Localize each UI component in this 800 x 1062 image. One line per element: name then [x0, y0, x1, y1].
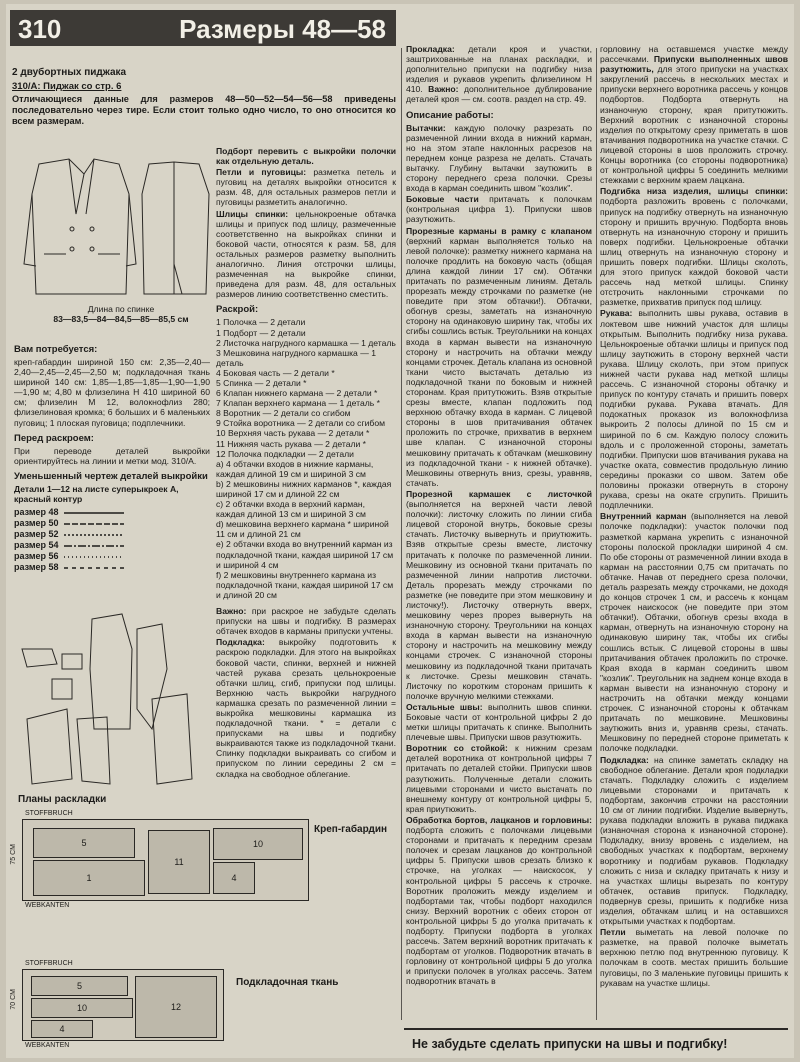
hem-text: подборта разложить вровень с полочками, припуск на подгибку отвернуть на изнаночную сторону и пришить вручную. Подборта вновь отвернуть на изнаночную сторону и пришить поверх подгибки. Цельнокроеные обтачки шлиц отвернуть на изнаночную сторону и пришить поверх подгибки. Шлицы сколоть, для этого припуск каждой боковой части рассечь над меткой шлицы. Спинку отстрочить наклонными строчками по разметке, прихватив припуск под шлицу. — [600, 196, 788, 308]
webkanten-label-2: WEBKANTEN — [25, 1042, 70, 1049]
cut-title: Раскрой: — [216, 304, 259, 316]
size-legend-row — [14, 562, 210, 573]
cut-item: c) 2 обтачки входа в верхний карман, каждая длиной 13 см и шириной 3 см — [216, 499, 366, 520]
r1-p1: детали кроя и участки, заштрихованные на планах раскладки, и дополнительно припуски на подгибку низа изделия и рукавов укрепить флизелином Н 410. — [406, 44, 592, 95]
fabric1-title: Креп-габардин — [314, 824, 388, 835]
before-cut-text: При переводе деталей выкройки ориентируйтесь на линии и метки мод. 310/А. — [14, 445, 210, 466]
r2-p1: горловину на оставшемся участке между рассечками. — [600, 44, 788, 65]
page-header — [10, 10, 396, 46]
jacket-sketch-icon — [14, 154, 214, 304]
layout-plan-lining — [22, 960, 224, 1049]
column-divider-2 — [596, 48, 597, 1020]
cut-item: 1 Подборт — 2 детали — [216, 327, 306, 338]
cut-item: 6 Клапан нижнего кармана — 2 детали * — [216, 388, 378, 399]
size-legend-row — [14, 540, 210, 551]
size-label: размер 50 — [14, 518, 59, 529]
pattern-pieces-drawing — [12, 609, 212, 789]
back-length-label: Длина по спинке — [87, 304, 155, 314]
size-line-icon — [64, 520, 124, 528]
stoffbruch-label-2: STOFFBRUCH — [25, 960, 73, 967]
cut-item: d) мешковина верхнего кармана * шириной 11 см и длиной 21 см — [216, 519, 389, 540]
right-column-1 — [406, 44, 592, 988]
important-title: Важно: — [216, 606, 247, 617]
piece-10: 10 — [213, 828, 303, 860]
footer-banner — [404, 1028, 788, 1056]
page-number: 310 — [18, 14, 62, 44]
buttons-title: Петли — [600, 927, 626, 938]
materials-title: Вам потребуется: — [14, 344, 98, 355]
right-column-2 — [600, 44, 788, 989]
cut-item: 11 Нижняя часть рукава — 2 детали * — [216, 438, 367, 449]
cut-item: 10 Верхняя часть рукава — 2 детали * — [216, 428, 370, 439]
mid-p3-title: Шлицы спинки: — [216, 208, 289, 219]
lining-piece-10: 10 — [31, 998, 133, 1018]
lapels-title: Обработка бортов, лацканов и горловины: — [406, 814, 592, 825]
mid-p1: Подборт перевить с выкройки полочки как отдельную деталь. — [216, 146, 396, 167]
mid-p3: цельнокроеные обтачка шлицы и припуск под шлицу, размеченные соответственно на выкройках спинки и боковой части, относятся к разм. 58, для остальных размеров разметку выполнить аналогично. Линия отстрочки шлицы, размеченная на выкройке спинки, приведена для разм. 48, для остальных размеров линию соответственно сместить. — [216, 208, 397, 300]
inner-text: (выполняется на левой полочке подкладки): участок полочки под разметкой кармана укрепить с изнаночной стороны полоской прокладки шириной 4 см. По обе стороны от размеченной линии входа в карман на расстоянии 0,75 см притачать по обтачке. Начав от переднего среза полочки, деталь разрезать между строчками, не доходя до концов строчек 1 см, и рассечь к концам строчек наискосок (не поведите при этом обтачки!). Обтачки, обогнув срезы входа в карман, отвернуть на изнаночную сторону на одинаковую ширину так, чтобы их сгибы сошлись встык. С лицевой стороны в швы притачивания обтачек проложить по строчке. Края входа в карман соединить швом "козлик". Треугольник на заднем конце входа в карман вывести на изнаночную сторону и настрочить на обтачки между концами строчек. С изнаночной стороны к обтачкам притачать по мешковине. Мешковины заутюжить вниз и, уравняв срезы, стачать. Мешковину по передней стороне приметать к полочке подкладки. — [600, 511, 788, 754]
welt-title: Прорезной кармашек с листочкой — [406, 488, 592, 499]
inner-title: Внутренний карман — [600, 511, 687, 522]
r2-lining-title: Подкладка: — [600, 754, 649, 765]
size-label: размер 52 — [14, 529, 59, 540]
webkanten-label: WEBKANTEN — [25, 902, 70, 909]
cut-list — [216, 317, 396, 600]
jacket-sketch — [14, 154, 214, 304]
width-label-1: 75 CM — [10, 844, 17, 865]
size-label: размер 58 — [14, 562, 59, 573]
important-text: при раскрое не забудьте сделать припуски на швы и подгибку. В размерах обтачек входов в карманы припуски учтены. — [216, 606, 396, 637]
size-legend-row — [14, 507, 210, 518]
width-label-2: 70 CM — [10, 989, 17, 1010]
cut-item: a) 4 обтачки входов в нижние карманы, каждая длиной 19 см и шириной 3 см — [216, 458, 374, 479]
r1-p1b-title: Важно: — [428, 84, 459, 95]
cut-item: b) 2 мешковины нижних карманов *, каждая шириной 17 см и длиной 22 см — [216, 478, 392, 499]
r2-p1b: для этого припуски на участках закруглений рассечь в нескольких местах и припуски верхнего воротника рассечь у концов подбортов. Подборта отвернуть на изнаночную сторону, края притутюжить. Верхний воротник с изнаночной стороны изделия по открытому срезу приметать в шов втачивания подворотника на участке стачки. С лицевой стороны в шов проложить строчку. Концы воротника (со стороны подворотника) от контрольной цифры 5 соединить мелкими стежками с верхним краем лацкана. — [600, 64, 788, 186]
r1-p1b: дополнительное дублирование деталей кроя — см. соотв. раздел на стр. 49. — [406, 84, 593, 105]
materials-text: креп-габардин шириной 150 см: 2,35—2,40—2,40—2,45—2,45—2,50 м; подкладочная ткань шириной 140 см: 1,85—1,85—1,85—1,90—1,90—1,90 м; 4,80 м флизелина Н 410 шириной 60 см; флизелин М 12, волокнофлиз 280; флизелиновая кромка; 6 больших и 6 маленьких пуговиц; 1 плоская пуговица; подплечники. — [14, 357, 210, 428]
left-materials — [14, 339, 210, 573]
pockets-text: (верхний карман выполняется только на левой полочке): разметку нижнего кармана на полочке продлить на боковую часть (общая длина каждой линии 17 см). Обтачки притачать по размеченным линиям. Деталь прорезать между строчками по разметке (не поведите при этом обтачки!). Обтачки, обогнув срезы, заметать на изнаночную сторону на одинаковую ширину так, чтобы их сгибы сошлись встык. Треугольники на концах входа в карман вывести на изнаночную сторону и настрочить на обтачки между концами строчек. Деталь клапана из основной ткани чисто выстачать деталью из подкладочной ткани по боковым и нижней сторонам. Края притутюжить. Взяв открытые срезы вместе, клапан подложить под верхнюю обтачку входа в карман. С лицевой стороны в шов притачивания обтачек проложить по строчке, прихватив в верхнем шве клапан. С изнаночной стороны мешковину притачать к обтачкам (мешковину из подкладочной ткани - к нижней обтачке). Мешковины отвернуть вниз, срезы, уравняв, стачать. — [406, 235, 593, 488]
reduced-parts: Детали 1—12 на листе суперыкроек А, красный контур — [14, 483, 179, 504]
middle-column — [216, 146, 396, 780]
back-length-values: 83—83,5—84—84,5—85—85,5 см — [53, 314, 189, 325]
before-cut-title: Перед раскроем: — [14, 432, 94, 444]
stoffbruch-label: STOFFBRUCH — [25, 810, 73, 817]
lining-title: Подкладка: — [216, 637, 265, 648]
cut-item: 1 Полочка — 2 детали — [216, 317, 306, 328]
cut-item: e) 2 обтачки входа во внутренний карман из подкладочной ткани, каждая шириной 17 см и шириной 4 см — [216, 539, 394, 570]
cut-item: 2 Листочка нагрудного кармашка — 1 деталь — [216, 337, 396, 348]
lining-text: выкройку подготовить к раскрою подкладки. Для этого на выкройках боковой части, спинки, верхней и нижней частей рукава срезать цельнокроеные обтачки шлиц, сгиб, припуски под шлицы. Верхнюю часть выкройки нагрудного кармашка срезать по размеченной линии = выкройка мешковины кармашка из подкладочной ткани. * = детали с припусками на швы и подгибку выкраиваются также из подкладочной ткани. Спинку подкладки выкраивать со сгибом и припуском по линии середины 2 см = складка на свободное облегание. — [216, 637, 396, 779]
rest-title: Остальные швы: — [406, 701, 483, 712]
piece-5: 5 — [33, 828, 135, 858]
r2-p1b-title: Припуски выполненных швов разутюжить, — [600, 54, 788, 75]
rest-text: выполнить швов спинки. Боковые части от контрольной цифры 2 до метки шлицы притачать к спинке. Выполнить плечевые швы. Припуски швов разутюжить. — [406, 701, 593, 743]
darts-title: Вытачки: — [406, 122, 446, 133]
r1-p1-title: Прокладка: — [406, 44, 455, 54]
mid-p2: разметка петель и пуговиц на деталях выкройки относится к разм. 48, для остальных размеров петли и пуговицы разметить аналогично. — [216, 167, 396, 208]
size-legend-row — [14, 529, 210, 540]
mid-p2-title: Петли и пуговицы: — [216, 167, 307, 178]
pockets-title: Прорезные карманы в рамку с клапаном — [406, 225, 592, 236]
fabric2-title: Подкладочная ткань — [236, 977, 339, 988]
cut-item: 4 Боковая часть — 2 детали * — [216, 367, 335, 378]
lining-piece-12: 12 — [135, 976, 217, 1038]
lining-piece-5: 5 — [31, 976, 128, 996]
intro: Отличающиеся данные для размеров 48—50—52—54—56—58 приведены последовательно через тире. Если стоит только одно число, то оно относится ко всем размерам. — [12, 94, 396, 127]
magazine-page — [6, 4, 794, 1058]
model-line: 310/А: Пиджак со стр. 6 — [12, 81, 122, 93]
cut-item: 9 Стойка воротника — 2 детали со сгибом — [216, 418, 386, 429]
size-line-icon — [64, 531, 124, 539]
sleeve-title: Рукава: — [600, 308, 633, 319]
layout-plan-fabric — [22, 810, 309, 909]
cut-item: 12 Полочка подкладки — 2 детали — [216, 448, 354, 459]
plans-title: Планы раскладки — [18, 794, 107, 805]
sleeve-text: выполнить швы рукава, оставив в локтевом шве нижний участок для шлицы открытым. Выполнить подгибку низа рукава. Цельнокроеные обтачки шлицы и припуск под шлицу заутюжить в сторону верхней части рукава. Шлицу сколоть, при этом припуск нижней части рукава над меткой шлицы рассечь. С изнаночной стороны обтачку и припуск по контуру стачать и пришить поверх подгибки рукава. Рукава втачать. Для подокатных проказок из волокнофлиза выкроить 2 полосы длиной по 15 см и шириной по 6 см. Каждую полосу сложить вдоль и с проложенной стороны, заметать подгибки. Припуски шов втачивания рукава на участке оката, совместив продольную линию середины проказки со швом. Затем обе половины проказки отвернуть в сторону рукава, срезы на окате сгрупить. Пришить подплечники. — [600, 308, 789, 511]
size-label: размер 48 — [14, 507, 59, 518]
side-text: притачать к полочкам (контрольная цифра 1). Припуски швов разутюжить. — [406, 194, 592, 225]
page-title: Размеры 48—58 — [179, 14, 386, 44]
pattern-pieces-icon — [12, 609, 212, 789]
reduced-title: Уменьшенный чертеж деталей выкройки — [14, 470, 208, 482]
collar-title: Воротник со стойкой: — [406, 743, 508, 754]
back-length — [36, 304, 206, 324]
size-legend-row — [14, 551, 210, 562]
size-legend-row — [14, 518, 210, 529]
size-line-icon — [64, 553, 124, 561]
size-line-icon — [64, 542, 124, 550]
welt-text: (выполняется на верхней части левой полочки): листочку сложить по линии сгиба лицевой стороной внутрь, боковые срезы стачать. Листочку вывернуть и приутюжить. Взяв открытые срезы вместе, листочку притачать к полочке по размеченной линии. Мешковину из основной ткани притачать по размеченной линии напротив листочки. Деталь прорезать между строчками по разметке (не поведите при этом мешковину и листочку!). Листочку отвернуть вверх, мешковину через прорез вывернуть на изнаночную сторону. Треугольники на концах входа в карман вывести на изнаночную сторону и настрочить на мешковину между концами строчек. С изнаночной стороны мешковину из подкладочной ткани притачать к листочке. Срезы мешковин стачать. Листочку по коротким сторонам пришить к полочке вручную мелкими стежками. — [406, 499, 592, 701]
piece-1: 1 — [33, 860, 145, 896]
darts-text: каждую полочку разрезать по размеченной линии входа в нижний карман, но на этом этапе наклонных расрезов на переднем конце разреза не делать. Стачать вытачку. Глубину вытачки заутюжить в сторону переднего среза полочки. Срезы входа в карман соединить швом "козлик". — [406, 122, 593, 194]
work-title: Описание работы: — [406, 109, 494, 121]
collar-text: к нижним срезам деталей воротника от контрольной цифры 7 притачать по деталей стойки. Припуски швов разутюжить. Полученные детали сложить лицевыми сторонами и чисто выстачать по внешнему контуру от контрольной цифры 5, края приутюжить. — [406, 743, 592, 814]
cut-item: 8 Воротник — 2 детали со сгибом — [216, 408, 351, 419]
cut-item: 3 Мешковина нагрудного кармашка — 1 деталь — [216, 347, 376, 368]
lapels-text: подборта сложить с полочками лицевыми сторонами и притачать к передним срезам полочек и срезам лацканов до контрольной цифры 5. Припуски швов срезать близко к строчке, на уголках — наискосок, у контрольной цифры 5 рассечь к строчке. Воротник проложить между изделием и подбортами так, чтобы подборт находился снизу. Верхний воротник с обеих сторон от контрольной цифры 5 до уголка притачать к подборту. Припуски подборта в уголках рассечь. Затем верхний воротник притачать к подбортам от уголков. Подворотник втачать в горловину от контрольной цифры 5 до уголка и припуски полочек в уголках рассечь. Затем подворотник втачать в — [406, 825, 592, 987]
size-line-icon — [64, 509, 124, 517]
piece-4: 4 — [213, 862, 255, 894]
size-legend — [14, 507, 210, 573]
hem-title: Подгибка низа изделия, шлицы спинки: — [600, 186, 788, 197]
buttons-text: выметать на левой полочке по разметке, на правой полочке выметать верхнюю петлю под внутреннюю пуговицу. К полочкам в соотв. местах пришить большие пуговицы, по 3 маленькие пуговицы пришить к рукавам на участке шлицы. — [600, 927, 789, 988]
cut-item: f) 2 мешковины внутреннего кармана из подкладочной ткани, каждая шириной 17 см и длиной 20 см — [216, 569, 394, 600]
footer-text: Не забудьте сделать припуски на швы и подгибку! — [412, 1037, 728, 1051]
piece-11: 11 — [148, 830, 210, 894]
subtitle: 2 двубортных пиджака — [12, 67, 127, 78]
size-line-icon — [64, 564, 124, 572]
size-label: размер 54 — [14, 540, 59, 551]
cut-item: 7 Клапан верхнего кармана — 1 деталь * — [216, 398, 381, 409]
cut-item: 5 Спинка — 2 детали * — [216, 377, 307, 388]
left-top-block — [12, 52, 396, 128]
size-label: размер 56 — [14, 551, 59, 562]
side-title: Боковые части — [406, 194, 479, 205]
lining-piece-4: 4 — [31, 1020, 93, 1038]
column-divider-1 — [401, 48, 402, 1020]
r2-lining-text: на спинке заметать складку на свободное облегание. Детали кроя подкладки стачать. Подкладку сложить с изделием лицевыми сторонами и притачать к подбортам, закончив строчки на расстоянии 10 см от линии подгибки. Изделие вывернуть, рукава подкладки вложить в рукава пиджака (изнаночная сторона к изнаночной стороне). Подкладку, внизу вровень с изделием, на свободных участках к подбортам, верхнему воротнику и подгибам рукавов. Подкладку сложить с низа и складку притачать к низу и на участках шлицы вырезать по контуру обтачек, оставив припуск. Подкладку, подвернув срезы, пришить к подгибке низа изделия, обтачкам шлиц и на оставшихся открытыми участках к подбортам. — [600, 754, 788, 927]
